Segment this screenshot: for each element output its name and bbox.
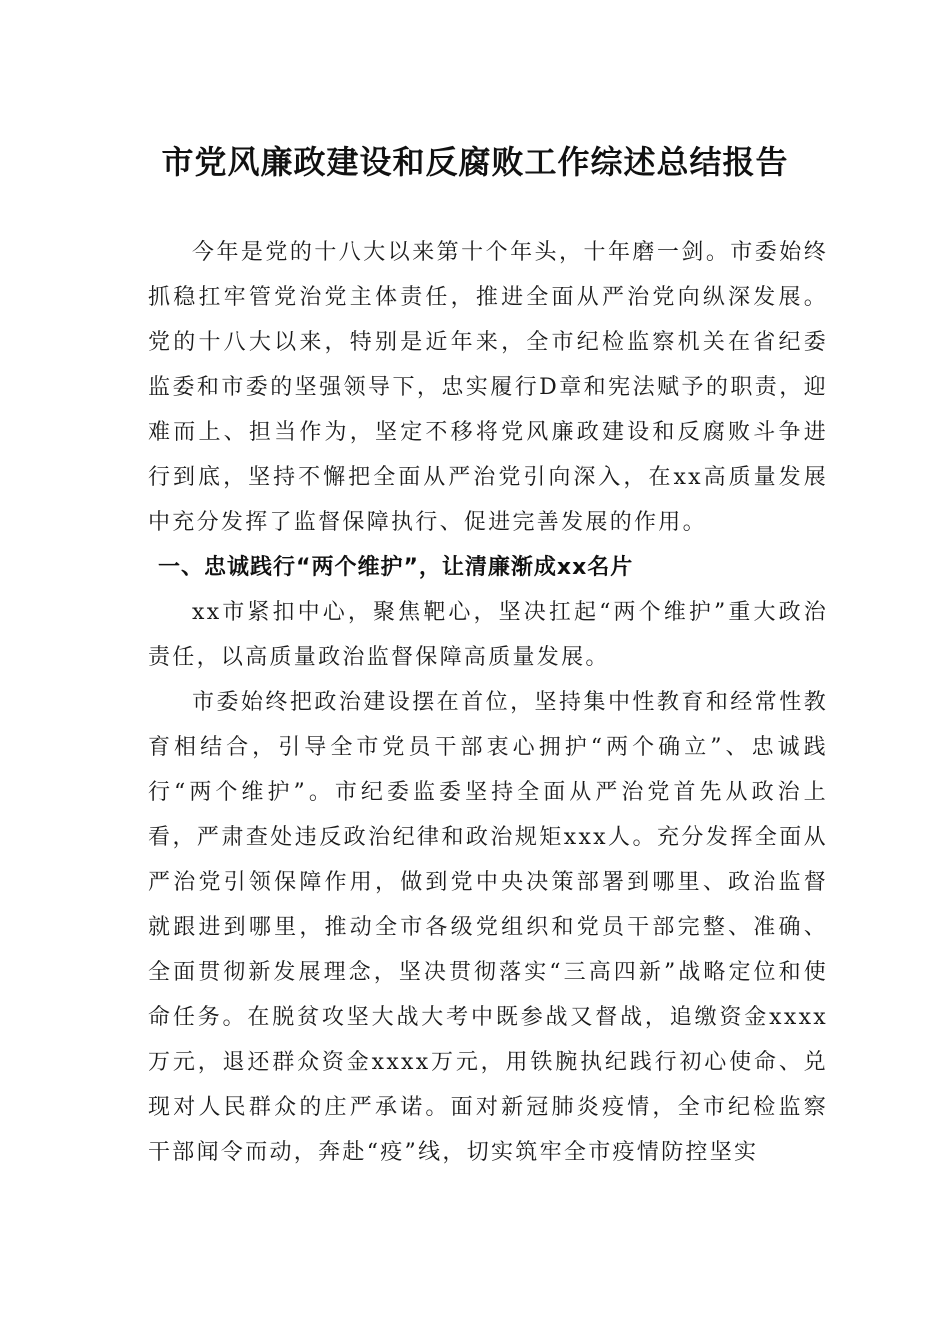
document-title: 市党风廉政建设和反腐败工作综述总结报告 bbox=[161, 143, 789, 181]
section-paragraph: 市委始终把政治建设摆在首位，坚持集中性教育和经常性教育相结合，引导全市党员干部衷心拥护“两个确立”、忠诚践行“两个维护”。市纪委监委坚持全面从严治党首先从政治上看，严肃查处违反政治纪律和政治规矩xxx人。充分发挥全面从严治党引领保障作用，做到党中央决策部署到哪里、政治监督就跟进到哪里，推动全市各级党组织和党员干部完整、准确、全面贯彻新发展理念，坚决贯彻落实“三高四新”战略定位和使命任务。在脱贫攻坚大战大考中既参战又督战，追缴资金xxxx万元，退还群众资金xxxx万元，用铁腕执纪践行初心使命、兑现对人民群众的庄严承诺。面对新冠肺炎疫情，全市纪检监察干部闻令而动，奔赴“疫”线，切实筑牢全市疫情防控坚实 bbox=[148, 690, 828, 1165]
intro-paragraph: 今年是党的十八大以来第十个年头，十年磨一剑。市委始终抓稳扛牢管党治党主体责任，推进全面从严治党向纵深发展。党的十八大以来，特别是近年来，全市纪检监察机关在省纪委监委和市委的坚强领导下，忠实履行D章和宪法赋予的职责，迎难而上、担当作为，坚定不移将党风廉政建设和反腐败斗争进行到底，坚持不懈把全面从严治党引向深入，在xx高质量发展中充分发挥了监督保障执行、促进完善发展的作用。 bbox=[148, 240, 828, 535]
section-paragraph: xx市紧扣中心，聚焦靶心，坚决扛起“两个维护”重大政治责任，以高质量政治监督保障高质量发展。 bbox=[148, 600, 828, 670]
section-heading: 一、忠诚践行“两个维护”，让清廉渐成xx名片 bbox=[158, 555, 634, 580]
document-body bbox=[148, 230, 828, 1175]
